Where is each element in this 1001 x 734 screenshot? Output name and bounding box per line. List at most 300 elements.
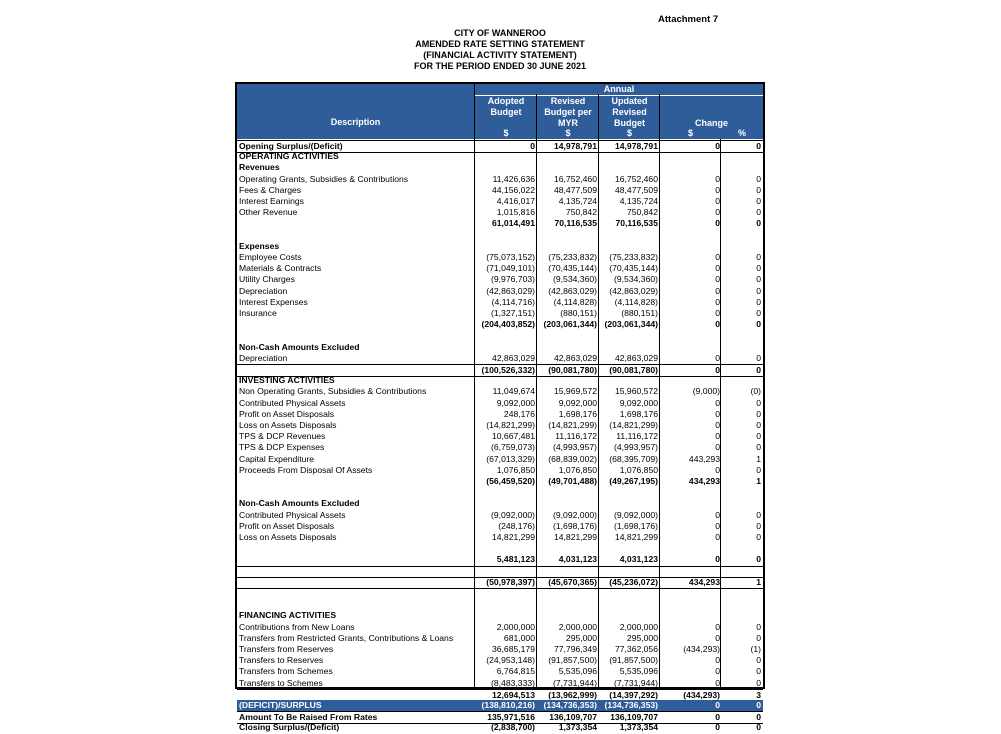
revised-budget-cell: 42,863,029 (553, 352, 597, 363)
change-amount-cell: 434,293 (688, 576, 720, 587)
change-percent-cell: 3 (756, 689, 761, 700)
change-percent-cell: 0 (756, 700, 761, 710)
adopted-budget-cell: 61,014,491 (491, 218, 535, 229)
currency-label: $ (565, 128, 571, 138)
row-description: Amount To Be Raised From Rates (239, 712, 378, 723)
revised-budget-cell: (4,114,828) (553, 296, 597, 307)
change-percent-cell: 0 (756, 263, 761, 274)
change-percent-cell: 1 (756, 476, 761, 486)
revised-budget-cell: 48,477,509 (553, 184, 597, 195)
table-row (237, 263, 763, 274)
table-row (237, 308, 763, 319)
table-row (237, 465, 763, 476)
revised-budget-cell: (9,534,360) (553, 274, 597, 285)
adopted-budget-cell: 11,049,674 (492, 386, 535, 397)
revised-budget-cell: (91,857,500) (548, 655, 597, 666)
updated-budget-cell: (14,397,292) (609, 689, 658, 700)
row-description: Profit on Asset Disposals (239, 520, 335, 531)
row-description: Interest Earnings (239, 196, 304, 206)
adopted-budget-cell: 10,667,481 (491, 431, 535, 442)
row-description: (DEFICIT)/SURPLUS (239, 700, 322, 710)
updated-budget-cell: 9,092,000 (619, 397, 658, 408)
adopted-budget-cell: 1,076,850 (496, 464, 535, 475)
change-percent-cell: 0 (756, 431, 761, 442)
row-description: Revenues (239, 162, 280, 173)
table-row (237, 666, 763, 677)
change-amount-cell: 443,293 (688, 453, 720, 464)
table-row (237, 174, 763, 185)
revised-budget-cell: (90,081,780) (548, 365, 597, 375)
adopted-budget-cell: 14,821,299 (491, 532, 535, 542)
updated-budget-cell: 2,000,000 (619, 621, 658, 632)
updated-line: Budget (614, 118, 645, 128)
table-row (237, 521, 763, 532)
change-amount-cell: 0 (715, 712, 720, 723)
adopted-budget-cell: (138,810,216) (481, 700, 535, 710)
change-amount-cell: 0 (715, 263, 720, 274)
updated-budget-cell: (4,114,828) (614, 296, 658, 307)
revised-budget-cell: (4,993,957) (553, 442, 597, 453)
row-description: TPS & DCP Revenues (239, 431, 326, 442)
row-description: Depreciation (239, 352, 288, 363)
table-row (237, 274, 763, 285)
change-percent-cell: 0 (756, 173, 761, 184)
revised-budget-cell: (13,962,999) (548, 689, 597, 700)
revised-budget-cell: (49,701,488) (548, 476, 597, 486)
adopted-line: Budget (490, 107, 522, 117)
annual-header: Annual (475, 84, 763, 96)
change-amount-cell: 0 (715, 397, 720, 408)
updated-budget-cell: (9,092,000) (614, 509, 658, 520)
adopted-budget-cell: (100,526,332) (481, 365, 535, 375)
revised-budget-cell: (14,821,299) (548, 420, 597, 430)
updated-budget-cell: 14,978,791 (614, 141, 658, 151)
table-row (237, 633, 763, 644)
row-description: Closing Surplus/(Deficit) (239, 722, 340, 733)
adopted-budget-cell: (8,483,333) (491, 677, 535, 688)
revised-budget-cell: 2,000,000 (558, 621, 597, 632)
updated-budget-cell: 16,752,460 (614, 173, 658, 184)
table-row (237, 420, 763, 431)
change-percent-cell: 0 (756, 285, 761, 296)
change-amount-cell: 0 (715, 141, 720, 151)
change-percent-cell: 0 (756, 319, 761, 330)
adopted-budget-cell: 6,764,815 (496, 666, 535, 677)
revised-budget-cell: 77,796,349 (553, 644, 597, 654)
row-description: Depreciation (239, 285, 288, 296)
change-amount-cell: 0 (715, 184, 720, 195)
change-amount-cell: (434,293) (683, 644, 720, 654)
revised-budget-cell: 295,000 (565, 632, 597, 643)
row-description: Contributions from New Loans (239, 621, 355, 632)
revised-budget-cell: (203,061,344) (543, 319, 597, 330)
change-percent-cell: 0 (756, 520, 761, 531)
change-amount-cell: 0 (715, 632, 720, 643)
change-amount-cell: (434,293) (683, 689, 720, 700)
adopted-budget-cell: 681,000 (503, 632, 535, 643)
row-description: Utility Charges (239, 274, 295, 285)
description-header: Description (330, 117, 381, 127)
table-row (237, 510, 763, 521)
adopted-budget-cell: 9,092,000 (496, 397, 535, 408)
change-amount-cell: 0 (715, 420, 720, 430)
change-percent-cell: 0 (756, 632, 761, 643)
table-row (237, 398, 763, 409)
statement-table (235, 82, 765, 733)
table-row (237, 476, 763, 487)
table-row (237, 498, 763, 509)
change-percent-cell: 0 (756, 509, 761, 520)
adopted-budget-cell: (42,863,029) (486, 285, 535, 296)
table-row (237, 678, 763, 689)
change-amount-cell: 0 (715, 319, 720, 330)
change-amount-cell: 0 (715, 700, 720, 710)
row-description: Non Operating Grants, Subsidies & Contributions (239, 386, 427, 397)
revised-line: Budget per (544, 107, 592, 117)
revised-budget-cell: (134,736,353) (543, 700, 597, 710)
table-row (237, 431, 763, 442)
change-amount-cell: 0 (715, 464, 720, 475)
change-amount-cell: 0 (715, 442, 720, 453)
change-header: Change (694, 118, 728, 128)
revised-budget-cell: (75,233,832) (548, 252, 597, 262)
change-amount-cell: 0 (715, 218, 720, 229)
adopted-budget-cell: 1,015,816 (496, 207, 535, 218)
heading-line: FOR THE PERIOD ENDED 30 JUNE 2021 (413, 61, 587, 71)
updated-budget-cell: 1,373,354 (619, 722, 658, 733)
updated-budget-cell: 15,960,572 (614, 386, 658, 397)
change-percent-cell: 0 (756, 442, 761, 453)
adopted-budget-cell: (24,953,148) (486, 655, 535, 666)
adopted-budget-cell: (9,092,000) (491, 509, 535, 520)
updated-budget-cell: (91,857,500) (609, 655, 658, 666)
change-amount-cell: 0 (715, 520, 720, 531)
adopted-budget-cell: (75,073,152) (486, 252, 535, 262)
table-row (237, 610, 763, 621)
row-description: OPERATING ACTIVITIES (239, 151, 339, 162)
table-row (237, 286, 763, 297)
table-row (237, 442, 763, 453)
table-row (237, 644, 763, 655)
adopted-budget-cell: 248,176 (503, 408, 535, 419)
revised-line: MYR (558, 118, 578, 128)
revised-budget-cell: 70,116,535 (554, 218, 597, 229)
change-percent-cell: 0 (756, 655, 761, 666)
updated-budget-cell: (75,233,832) (609, 252, 658, 262)
table-row (237, 622, 763, 633)
change-percent-cell: 0 (756, 365, 761, 375)
updated-budget-cell: (90,081,780) (609, 365, 658, 375)
table-row (237, 230, 763, 241)
heading-line: AMENDED RATE SETTING STATEMENT (415, 39, 585, 49)
table-row (237, 487, 763, 498)
change-amount-cell: 0 (715, 207, 720, 218)
adopted-budget-cell: (67,013,329) (486, 453, 535, 464)
row-description: FINANCING ACTIVITIES (239, 610, 337, 621)
updated-budget-cell: 4,135,724 (619, 196, 658, 206)
adopted-header (475, 96, 537, 118)
revised-budget-cell: 9,092,000 (558, 397, 597, 408)
row-description: Profit on Asset Disposals (239, 408, 335, 419)
updated-budget-cell: (14,821,299) (609, 420, 658, 430)
table-row (237, 454, 763, 465)
table-row (237, 252, 763, 263)
table-row (237, 386, 763, 397)
revised-header (537, 96, 599, 129)
table-row (237, 409, 763, 420)
updated-budget-cell: (9,534,360) (614, 274, 658, 285)
revised-budget-cell: (45,670,365) (548, 576, 597, 587)
revised-line: Revised (550, 96, 586, 106)
change-amount-cell: 0 (715, 408, 720, 419)
adopted-budget-cell: (50,978,397) (486, 576, 535, 587)
currency-label: $ (626, 128, 632, 138)
adopted-budget-cell: 42,863,029 (491, 352, 535, 363)
row-description: Operating Grants, Subsidies & Contributions (239, 173, 409, 184)
change-percent-cell: 0 (756, 296, 761, 307)
revised-budget-cell: (42,863,029) (548, 285, 597, 296)
statement-heading (330, 28, 670, 72)
revised-budget-cell: 16,752,460 (553, 173, 597, 184)
updated-budget-cell: 11,116,172 (616, 431, 658, 442)
currency-label: $ (503, 128, 509, 138)
change-percent-cell: 0 (756, 274, 761, 285)
row-description: Insurance (239, 308, 277, 318)
row-description: TPS & DCP Expenses (239, 442, 325, 453)
table-row (237, 218, 763, 229)
adopted-budget-cell: (14,821,299) (486, 420, 535, 430)
row-description: Transfers from Reserves (239, 644, 334, 654)
updated-line: Updated (611, 96, 648, 106)
adopted-budget-cell: 12,694,513 (491, 689, 535, 700)
row-description: Contributed Physical Assets (239, 397, 346, 408)
change-percent-cell: 0 (756, 554, 761, 565)
revised-budget-cell: 4,031,123 (558, 554, 597, 565)
table-header (237, 84, 763, 139)
adopted-budget-cell: 135,971,516 (487, 712, 535, 723)
change-percent-cell: 1 (756, 576, 761, 587)
adopted-budget-cell: (1,327,151) (491, 308, 535, 318)
row-description: Transfers from Restricted Grants, Contributions & Loans (239, 632, 454, 643)
updated-budget-cell: (49,267,195) (609, 476, 658, 486)
row-description: Expenses (239, 240, 280, 251)
revised-budget-cell: (1,698,176) (553, 520, 597, 531)
revised-budget-cell: 5,535,096 (558, 666, 597, 677)
revised-budget-cell: 750,842 (565, 207, 597, 218)
change-amount-cell: 434,293 (688, 476, 720, 486)
change-amount-cell: 0 (715, 722, 720, 733)
updated-budget-cell: (7,731,944) (614, 677, 658, 688)
updated-budget-cell: (45,236,072) (609, 576, 658, 587)
change-amount-cell: 0 (715, 173, 720, 184)
change-percent-cell: 0 (756, 621, 761, 632)
change-percent-cell: 0 (756, 308, 761, 318)
updated-budget-cell: (134,736,353) (604, 700, 658, 710)
row-description: Loss on Assets Disposals (239, 532, 337, 542)
adopted-budget-cell: 4,416,017 (496, 196, 535, 206)
adopted-budget-cell: 2,000,000 (496, 621, 535, 632)
table-row (237, 375, 763, 386)
revised-budget-cell: 1,076,850 (558, 464, 597, 475)
change-percent-cell: 0 (756, 184, 761, 195)
row-description: Interest Expenses (239, 296, 308, 307)
table-row (237, 532, 763, 543)
revised-budget-cell: (880,151) (560, 308, 597, 318)
change-percent-cell: 0 (756, 722, 761, 733)
updated-budget-cell: 70,116,535 (615, 218, 658, 229)
revised-budget-cell: 15,969,572 (553, 386, 597, 397)
table-row (237, 162, 763, 173)
change-amount-cell: 0 (715, 532, 720, 542)
change-percent-cell: 0 (756, 532, 761, 542)
adopted-budget-cell: (248,176) (498, 520, 535, 531)
adopted-line: Adopted (487, 96, 525, 106)
row-description: Loss on Assets Disposals (239, 420, 337, 430)
row-description: Transfers from Schemes (239, 666, 333, 677)
updated-budget-cell: 1,076,850 (619, 464, 658, 475)
change-amount-cell: 0 (715, 554, 720, 565)
adopted-budget-cell: (4,114,716) (491, 296, 535, 307)
change-amount-cell: (9,000) (692, 386, 720, 397)
currency-label: $ (687, 128, 693, 138)
row-description: Materials & Contracts (239, 263, 322, 274)
revised-budget-cell: (9,092,000) (553, 509, 597, 520)
table-row (237, 330, 763, 341)
change-percent-cell: (0) (750, 386, 761, 397)
row-description: Other Revenue (239, 207, 298, 218)
change-amount-cell: 0 (715, 655, 720, 666)
revised-budget-cell: 14,821,299 (553, 532, 597, 542)
table-row (237, 655, 763, 666)
updated-budget-cell: (880,151) (621, 308, 658, 318)
table-row (237, 353, 763, 364)
change-percent-cell: 0 (756, 252, 761, 262)
revised-budget-cell: 1,698,176 (558, 408, 597, 419)
updated-budget-cell: (4,993,957) (614, 442, 658, 453)
updated-budget-cell: (203,061,344) (604, 319, 658, 330)
adopted-budget-cell: 11,426,636 (492, 173, 535, 184)
updated-budget-cell: 750,842 (626, 207, 658, 218)
change-percent-cell: 0 (756, 712, 761, 723)
row-description: Capital Expenditure (239, 453, 315, 464)
change-amount-cell: 0 (715, 365, 720, 375)
adopted-budget-cell: 5,481,123 (496, 554, 535, 565)
updated-header (599, 96, 660, 129)
adopted-budget-cell: (2,838,700) (491, 722, 535, 733)
table-row (237, 241, 763, 252)
row-description: INVESTING ACTIVITIES (239, 375, 335, 386)
row-description: Fees & Charges (239, 184, 302, 195)
updated-budget-cell: 42,863,029 (614, 352, 658, 363)
table-row (237, 151, 763, 162)
row-description: Opening Surplus/(Deficit) (239, 141, 343, 151)
adopted-budget-cell: (6,759,073) (491, 442, 535, 453)
adopted-budget-cell: 36,685,179 (491, 644, 535, 654)
change-percent-cell: 0 (756, 666, 761, 677)
change-amount-cell: 0 (715, 285, 720, 296)
updated-budget-cell: 48,477,509 (614, 184, 658, 195)
table-row (237, 599, 763, 610)
table-row (237, 319, 763, 330)
revised-budget-cell: (7,731,944) (553, 677, 597, 688)
change-percent-cell: 0 (756, 677, 761, 688)
change-percent-cell: 0 (756, 141, 761, 151)
change-percent-cell: 0 (756, 420, 761, 430)
table-row (237, 185, 763, 196)
updated-budget-cell: (1,698,176) (614, 520, 658, 531)
row-description: Non-Cash Amounts Excluded (239, 498, 360, 509)
percent-label: % (737, 128, 746, 138)
revised-budget-cell: 136,109,707 (549, 712, 597, 723)
revised-budget-cell: 11,116,172 (555, 431, 597, 442)
updated-budget-cell: 136,109,707 (610, 712, 658, 723)
heading-line: CITY OF WANNEROO (454, 28, 546, 38)
adopted-budget-cell: (56,459,520) (486, 476, 535, 486)
change-percent-cell: (1) (750, 644, 761, 654)
updated-budget-cell: 5,535,096 (619, 666, 658, 677)
change-percent-cell: 0 (756, 408, 761, 419)
attachment-label: Attachment 7 (658, 14, 719, 25)
table-row (237, 207, 763, 218)
adopted-budget-cell: 0 (530, 141, 535, 151)
table-row (237, 196, 763, 207)
revised-budget-cell: 4,135,724 (558, 196, 597, 206)
adopted-budget-cell: (71,049,101) (486, 263, 535, 274)
table-row (237, 722, 763, 733)
change-percent-cell: 0 (756, 218, 761, 229)
change-amount-cell: 0 (715, 431, 720, 442)
change-amount-cell: 0 (715, 252, 720, 262)
heading-line: (FINANCIAL ACTIVITY STATEMENT) (423, 50, 577, 60)
updated-budget-cell: 1,698,176 (619, 408, 658, 419)
change-amount-cell: 0 (715, 666, 720, 677)
row-description: Contributed Physical Assets (239, 509, 346, 520)
table-row (237, 588, 763, 599)
change-percent-cell: 1 (756, 453, 761, 464)
row-description: Non-Cash Amounts Excluded (239, 341, 360, 352)
updated-budget-cell: 4,031,123 (619, 554, 658, 565)
change-amount-cell: 0 (715, 677, 720, 688)
revised-budget-cell: (68,839,002) (548, 453, 597, 464)
change-percent-cell: 0 (756, 196, 761, 206)
row-description: Transfers to Schemes (239, 677, 323, 688)
updated-budget-cell: 295,000 (626, 632, 658, 643)
updated-line: Revised (612, 107, 647, 117)
change-amount-cell: 0 (715, 621, 720, 632)
adopted-budget-cell: (9,976,703) (491, 274, 535, 285)
adopted-budget-cell: 44,156,022 (491, 184, 535, 195)
change-amount-cell: 0 (715, 308, 720, 318)
change-amount-cell: 0 (715, 509, 720, 520)
row-description: Proceeds From Disposal Of Assets (239, 464, 373, 475)
table-row (237, 342, 763, 353)
table-row (237, 543, 763, 554)
change-amount-cell: 0 (715, 274, 720, 285)
updated-budget-cell: 14,821,299 (614, 532, 658, 542)
change-percent-cell: 0 (756, 352, 761, 363)
updated-budget-cell: (70,435,144) (609, 263, 658, 274)
row-description: Employee Costs (239, 252, 302, 262)
change-percent-cell: 0 (756, 464, 761, 475)
revised-budget-cell: (70,435,144) (548, 263, 597, 274)
row-description: Transfers to Reserves (239, 655, 324, 666)
adopted-budget-cell: (204,403,852) (481, 319, 535, 330)
change-percent-cell: 0 (756, 207, 761, 218)
change-amount-cell: 0 (715, 196, 720, 206)
revised-budget-cell: 1,373,354 (558, 722, 597, 733)
updated-budget-cell: 77,362,056 (614, 644, 658, 654)
change-amount-cell: 0 (715, 352, 720, 363)
